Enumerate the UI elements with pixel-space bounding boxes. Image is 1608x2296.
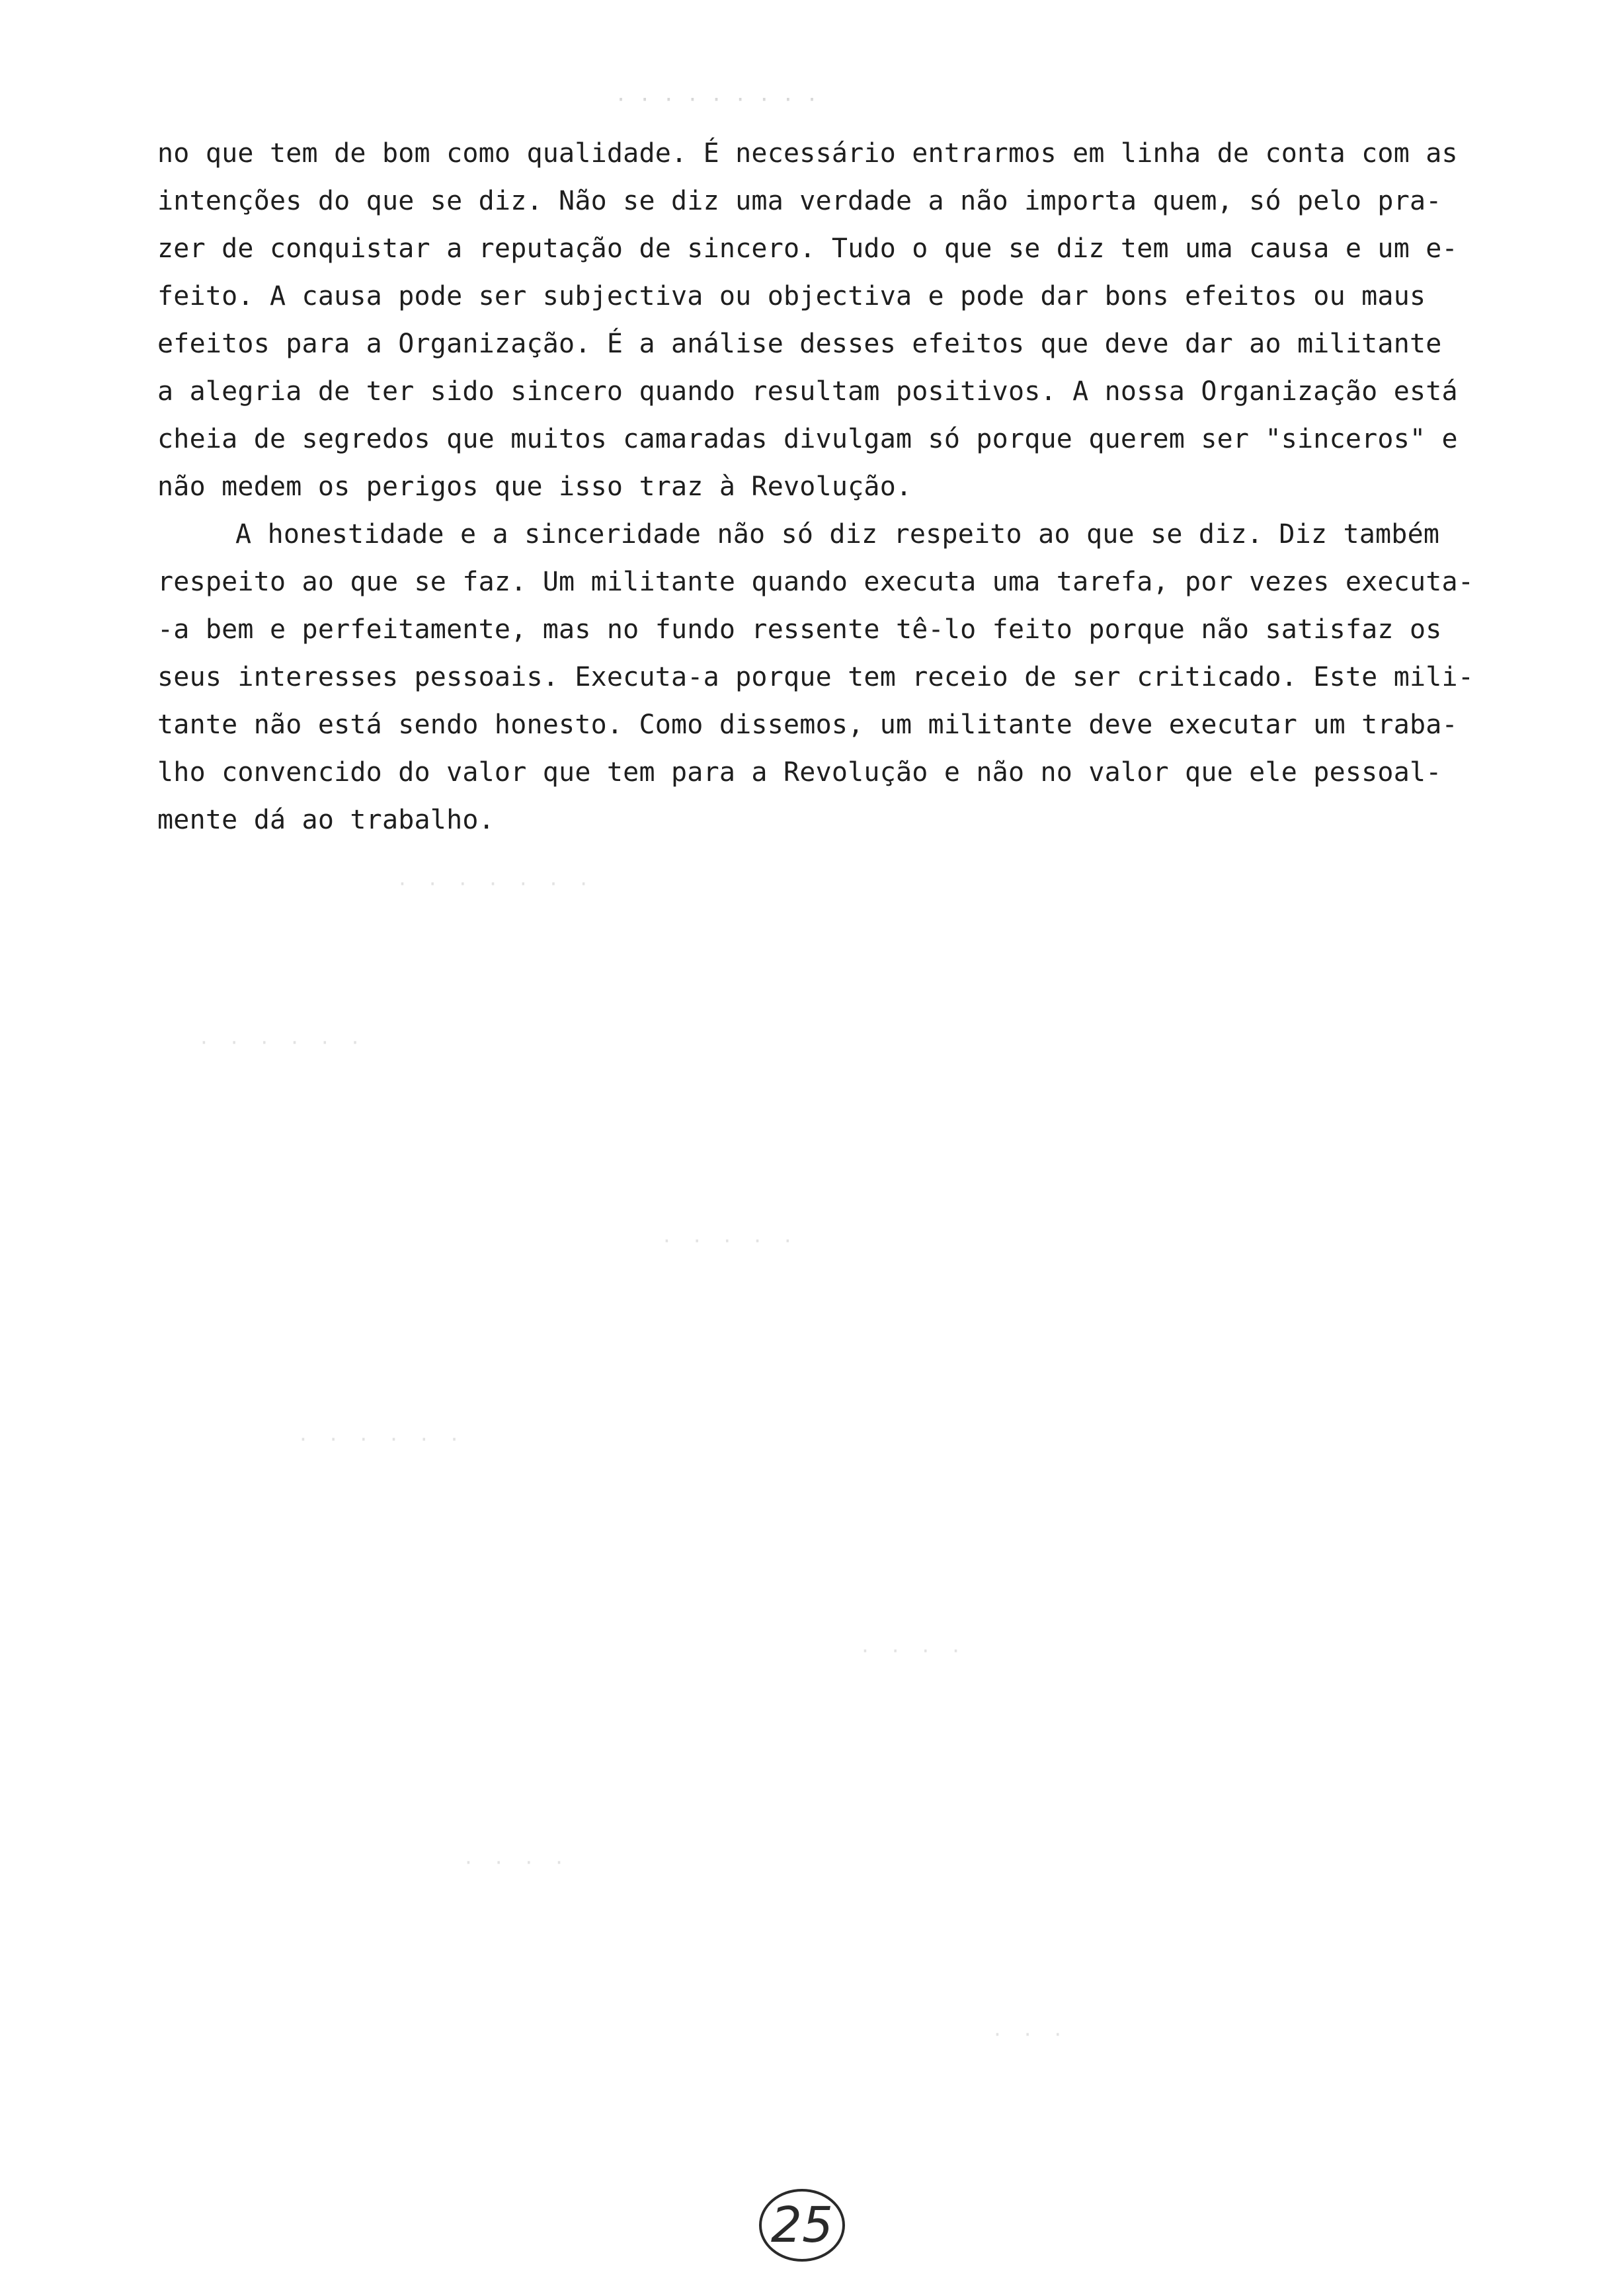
text-line: lho convencido do valor que tem para a Revolução e não no valor que ele pessoal-: [157, 757, 1442, 788]
paragraph-2: [157, 511, 1513, 844]
bleed-through-mark: · · · ·: [860, 1640, 966, 1662]
bleed-through-mark: · · · · · · ·: [397, 873, 594, 895]
text-line: não medem os perigos que isso traz à Revolução.: [157, 472, 912, 502]
text-line: no que tem de bom como qualidade. É necessário entrarmos em linha de conta com as: [157, 138, 1458, 169]
bleed-through-mark: · · · · · ·: [198, 1032, 365, 1053]
page-number: 25: [759, 2189, 845, 2262]
text-line: intenções do que se diz. Não se diz uma verdade a não importa quem, só pelo pra-: [157, 186, 1442, 216]
paragraph-1: [157, 130, 1513, 511]
text-line: feito. A causa pode ser subjectiva ou objectiva e pode dar bons efeitos ou maus: [157, 281, 1426, 311]
bleed-through-header: · · · · · · · · ·: [615, 89, 819, 112]
text-line: mente dá ao trabalho.: [157, 805, 495, 835]
text-line: -a bem e perfeitamente, mas no fundo ressente tê-lo feito porque não satisfaz os: [157, 614, 1442, 645]
bleed-through-mark: · · · ·: [463, 1852, 569, 1873]
text-line: efeitos para a Organização. É a análise desses efeitos que deve dar ao militante: [157, 329, 1442, 359]
text-line: a alegria de ter sido sincero quando resultam positivos. A nossa Organização está: [157, 376, 1458, 407]
text-line: tante não está sendo honesto. Como dissemos, um militante deve executar um traba-: [157, 710, 1458, 740]
text-line: A honestidade e a sinceridade não só diz respeito ao que se diz. Diz também: [235, 519, 1440, 550]
typed-text-block: [157, 130, 1513, 844]
bleed-through-mark: · · ·: [992, 2024, 1068, 2045]
bleed-through-mark: · · · · ·: [661, 1230, 797, 1252]
bleed-through-mark: · · · · · ·: [298, 1428, 464, 1450]
text-line: zer de conquistar a reputação de sincero. Tudo o que se diz tem uma causa e um e-: [157, 233, 1458, 264]
text-line: seus interesses pessoais. Executa-a porque tem receio de ser criticado. Este mili-: [157, 662, 1474, 692]
text-line: cheia de segredos que muitos camaradas divulgam só porque querem ser "sinceros" e: [157, 424, 1458, 454]
text-line: respeito ao que se faz. Um militante quando executa uma tarefa, por vezes executa-: [157, 567, 1474, 597]
